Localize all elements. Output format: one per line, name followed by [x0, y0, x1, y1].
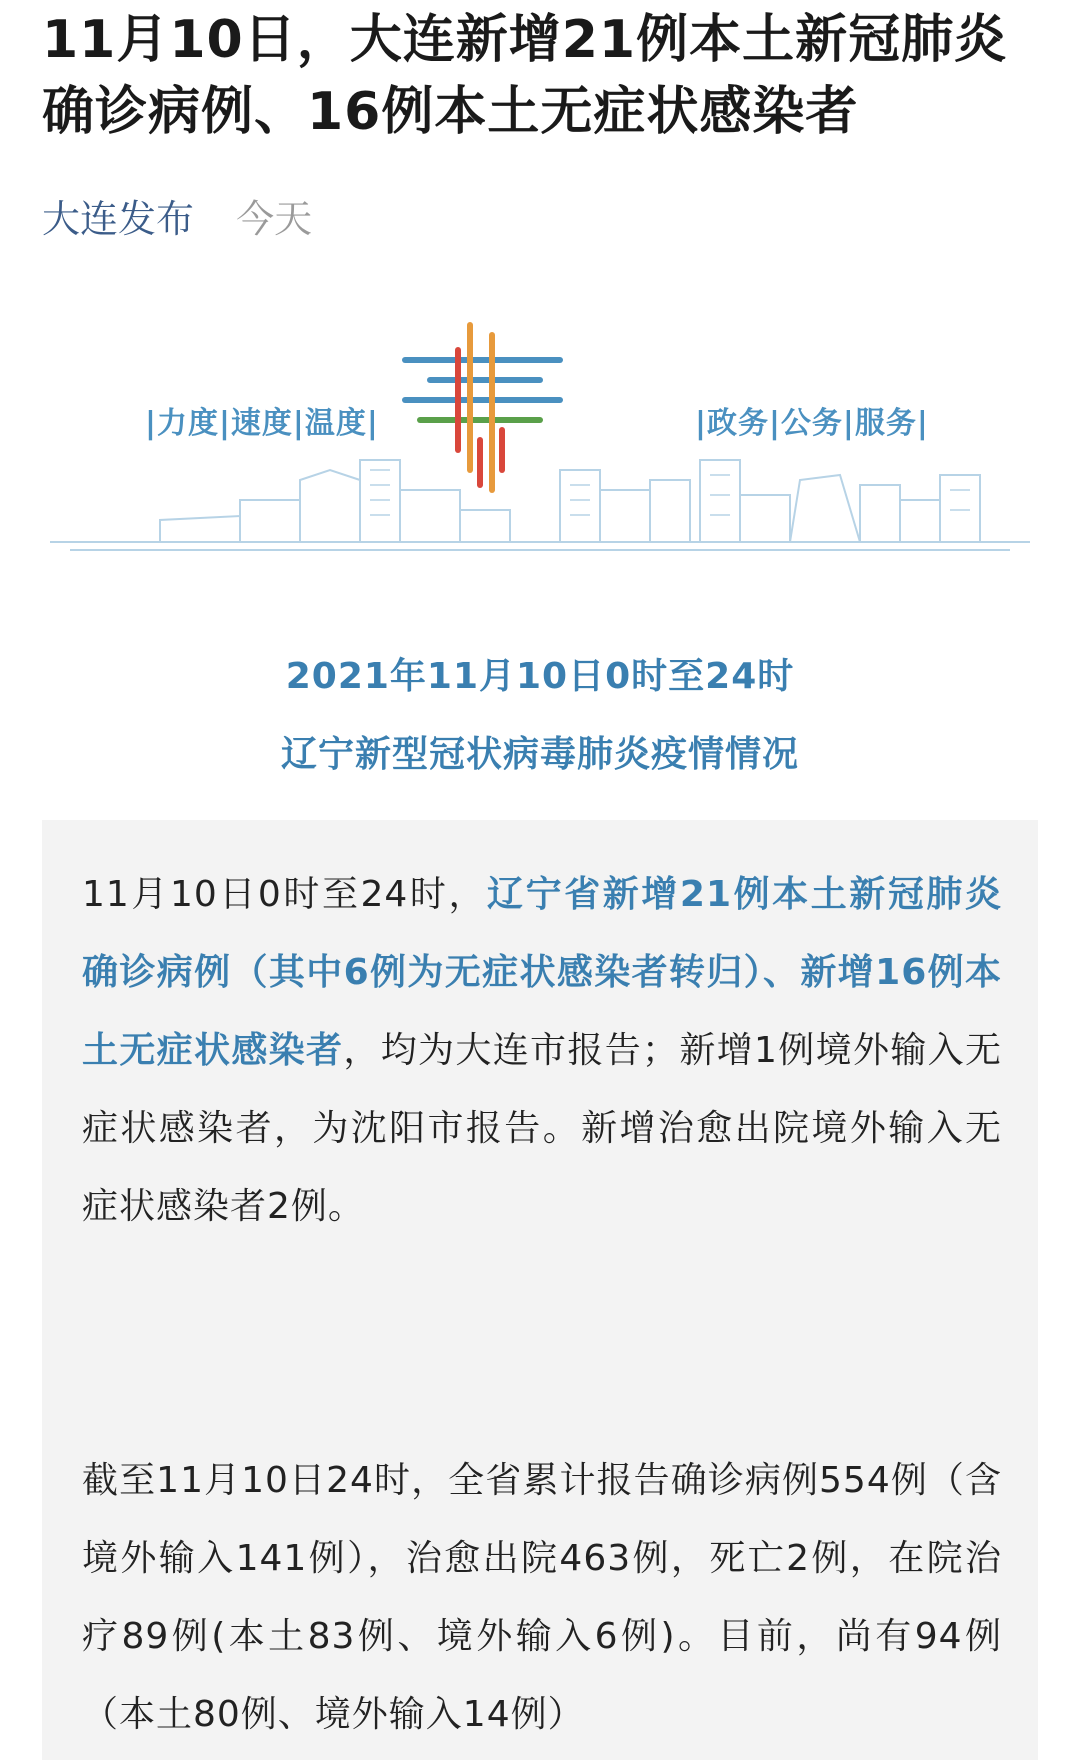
- report-topic-heading: 辽宁新型冠状病毒肺炎疫情情况: [280, 734, 799, 775]
- city-skyline-logo-graphic: [40, 320, 1040, 570]
- publish-date: 今天: [236, 197, 313, 241]
- report-paragraph-1: [82, 856, 1002, 1246]
- header-banner-image: [40, 320, 1040, 570]
- banner-slogan-right: |政务|公务|服务|: [695, 406, 929, 441]
- report-paragraph-2: 截至11月10日24时，全省累计报告确诊病例554例（含境外输入141例），治愈出院463例，死亡2例，在院治疗89例(本土83例、境外输入6例)。目前，尚有94例（本土80例、境外输入14例）: [82, 1460, 1002, 1735]
- paragraph-rest-text: ，均为大连市报告；新增1例境外输入无症状感染者，为沈阳市报告。新增治愈出院境外输入无症状感染者2例。: [82, 1030, 1002, 1227]
- article-meta: [42, 194, 312, 244]
- report-content-box: [42, 820, 1038, 1760]
- banner-slogan-left: |力度|速度|温度|: [145, 406, 379, 441]
- report-period-heading: 2021年11月10日0时至24时: [285, 656, 795, 697]
- paragraph-highlight-text: 辽宁省新增21例本土新冠肺炎确诊病例（其中6例为无症状感染者转归）、新增16例本土无症状感染者: [82, 874, 1002, 1071]
- article-title: 11月10日，大连新增21例本土新冠肺炎确诊病例、16例本土无症状感染者: [42, 10, 1008, 142]
- account-name-link[interactable]: 大连发布: [42, 197, 195, 241]
- paragraph-lead-text: 11月10日0时至24时，: [82, 874, 488, 915]
